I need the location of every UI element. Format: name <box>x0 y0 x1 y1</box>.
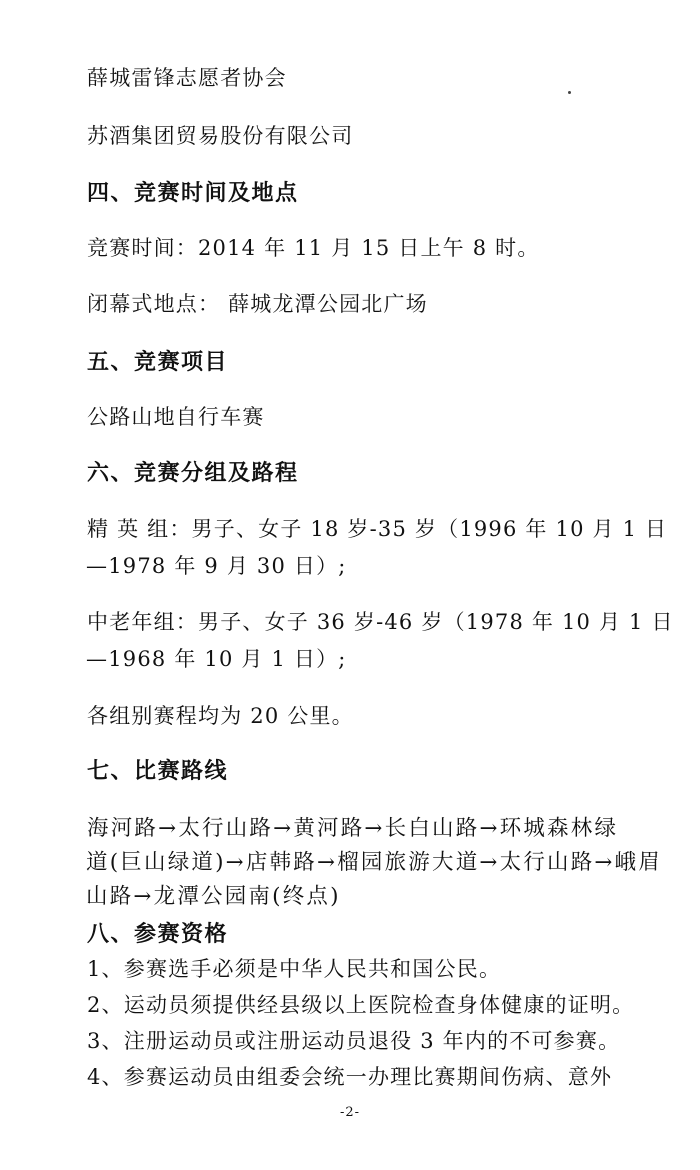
eligibility-item-1: 1、参赛选手必须是中华人民共和国公民。 <box>87 957 502 981</box>
competition-time: 竞赛时间：2014 年 11 月 15 日上午 8 时。 <box>87 236 540 260</box>
eligibility-item-4: 4、参赛运动员由组委会统一办理比赛期间伤病、意外 <box>87 1065 613 1089</box>
section-4-heading: 四、竞赛时间及地点 <box>87 181 299 206</box>
section-5-heading: 五、竞赛项目 <box>87 350 229 375</box>
organizer-1: 薛城雷锋志愿者协会 <box>87 66 287 90</box>
senior-group-line-1: 中老年组：男子、女子 36 岁-46 岁（1978 年 10 月 1 日 <box>87 610 674 634</box>
elite-group-line-2: —1978 年 9 月 30 日）; <box>86 554 347 578</box>
eligibility-item-3: 3、注册运动员或注册运动员退役 3 年内的不可参赛。 <box>87 1029 621 1053</box>
competition-item: 公路山地自行车赛 <box>87 405 265 429</box>
route-line-1: 海河路→太行山路→黄河路→长白山路→环城森林绿 <box>87 816 619 841</box>
elite-group-line-1: 精 英 组：男子、女子 18 岁-35 岁（1996 年 10 月 1 日 <box>87 517 668 541</box>
senior-group-line-2: —1968 年 10 月 1 日）; <box>86 647 347 671</box>
eligibility-item-2: 2、运动员须提供经县级以上医院检查身体健康的证明。 <box>87 993 635 1017</box>
scan-speck <box>568 91 571 94</box>
page-number: -2- <box>339 1105 361 1120</box>
organizer-2: 苏酒集团贸易股份有限公司 <box>87 124 354 148</box>
race-distance: 各组别赛程均为 20 公里。 <box>87 704 354 728</box>
route-line-3: 山路→龙潭公园南(终点) <box>86 884 341 909</box>
section-8-heading: 八、参赛资格 <box>87 922 229 947</box>
section-6-heading: 六、竞赛分组及路程 <box>87 461 299 486</box>
closing-ceremony-venue: 闭幕式地点： 薛城龙潭公园北广场 <box>87 292 428 316</box>
section-7-heading: 七、比赛路线 <box>87 759 229 784</box>
route-line-2: 道(巨山绿道)→店韩路→榴园旅游大道→太行山路→峨眉 <box>86 850 663 875</box>
